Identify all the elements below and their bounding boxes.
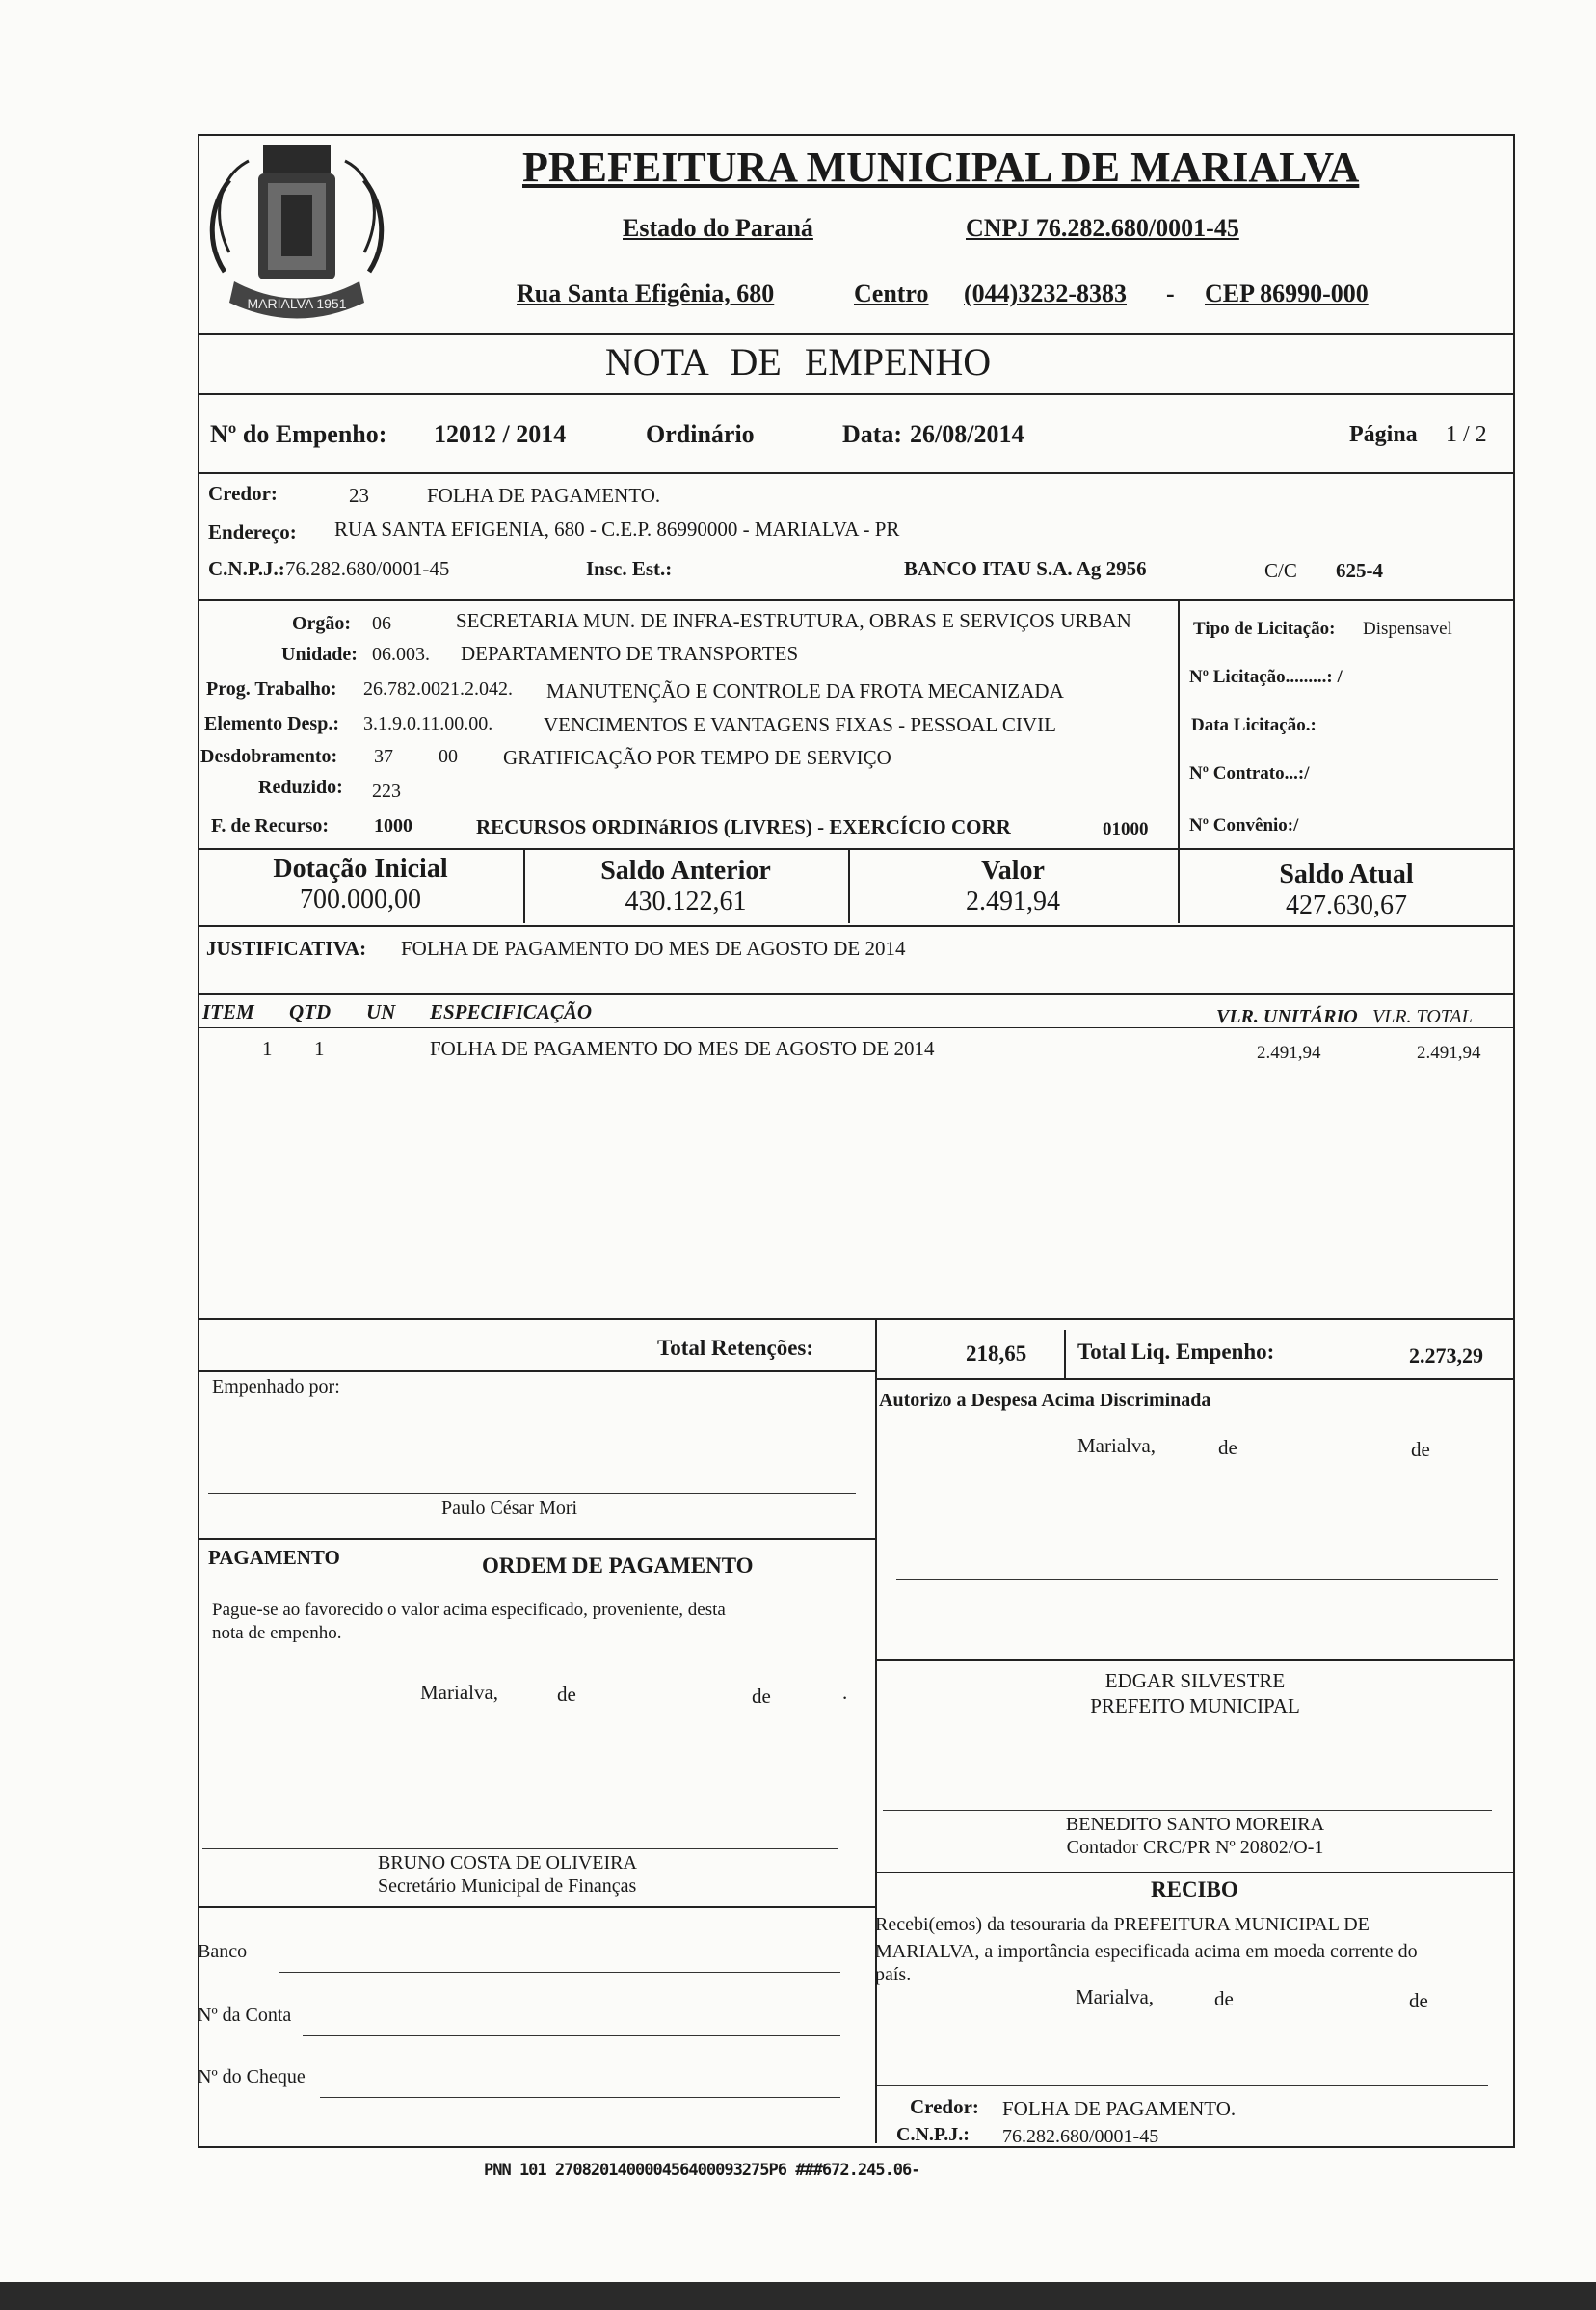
recibo-text-3: país. (875, 1964, 912, 1985)
vertical-divider (1178, 599, 1180, 848)
vertical-divider (875, 1318, 877, 2143)
desdobramento-label: Desdobramento: (200, 746, 338, 767)
recibo-title: RECIBO (1151, 1877, 1238, 1901)
document-title: NOTA DE EMPENHO (604, 340, 992, 384)
orgao-code: 06 (372, 613, 391, 634)
footer-cnpj-label: C.N.P.J.: (896, 2124, 970, 2145)
conta-label: Nº da Conta (198, 2005, 292, 2026)
page-label: Página (1349, 422, 1418, 447)
elemento-code: 3.1.9.0.11.00.00. (363, 713, 493, 734)
justificativa-text: FOLHA DE PAGAMENTO DO MES DE AGOSTO DE 2014 (401, 937, 906, 960)
banco-label: Banco (198, 1941, 248, 1962)
footer-credor-name: FOLHA DE PAGAMENTO. (1002, 2097, 1237, 2120)
divider (198, 1370, 875, 1372)
justificativa-label: JUSTIFICATIVA: (206, 937, 367, 960)
empenho-date-label: Data: (842, 420, 903, 448)
recibo-place: Marialva, (1076, 1985, 1155, 2008)
cc-number: 625-4 (1336, 559, 1383, 582)
pagamento-text-2: nota de empenho. (212, 1623, 342, 1643)
cheque-label: Nº do Cheque (198, 2066, 306, 2087)
unidade-code: 06.003. (372, 644, 430, 665)
divider (198, 848, 1515, 850)
desdobramento-sub: 00 (439, 746, 458, 767)
insc-est-label: Insc. Est.: (586, 557, 673, 580)
signature-line (883, 1810, 1492, 1811)
scan-border (0, 2282, 1596, 2310)
divider (875, 1378, 1515, 1380)
prog-name: MANUTENÇÃO E CONTROLE DA FROTA MECANIZADA (546, 679, 1064, 703)
divider (875, 1872, 1515, 1873)
header-street: Rua Santa Efigênia, 680 (517, 279, 775, 307)
retencoes-label: Total Retenções: (657, 1336, 814, 1360)
elemento-label: Elemento Desp.: (204, 713, 339, 734)
reduzido-value: 223 (372, 781, 401, 802)
item-spec: FOLHA DE PAGAMENTO DO MES DE AGOSTO DE 2014 (430, 1037, 935, 1060)
items-header-qtd: QTD (289, 1000, 332, 1023)
footer-credor-label: Credor: (910, 2095, 979, 2118)
retencoes-value: 218,65 (966, 1341, 1027, 1366)
credor-bank: BANCO ITAU S.A. Ag 2956 (904, 557, 1147, 580)
prog-label: Prog. Trabalho: (206, 678, 337, 700)
cheque-line[interactable] (320, 2097, 840, 2098)
autorizo-title: Autorizo a Despesa Acima Discriminada (879, 1390, 1211, 1411)
prefeito-role: PREFEITO MUNICIPAL (1090, 1694, 1300, 1717)
valor-label: Valor (981, 856, 1045, 886)
credor-label: Credor: (208, 482, 278, 505)
credor-name: FOLHA DE PAGAMENTO. (427, 484, 661, 507)
divider (875, 1659, 1515, 1661)
desdobramento-code: 37 (374, 746, 393, 767)
header-dash: - (1166, 279, 1175, 307)
crest-text: MARIALVA 1951 (247, 296, 347, 311)
recibo-de1: de (1214, 1987, 1234, 2010)
items-header-spec: ESPECIFICAÇÃO (430, 1000, 593, 1023)
pagamento-de2: de (752, 1685, 771, 1708)
state-name: Estado do Paraná (623, 214, 813, 242)
licitacao-number: Nº Licitação.........: / (1189, 667, 1343, 687)
recibo-de2: de (1409, 1989, 1428, 2012)
orgao-name: SECRETARIA MUN. DE INFRA-ESTRUTURA, OBRAS E SERVIÇOS URBAN (456, 609, 1131, 632)
contador-role: Contador CRC/PR Nº 20802/O-1 (1066, 1837, 1324, 1858)
valor-value: 2.491,94 (966, 887, 1060, 916)
recurso-code: 1000 (374, 815, 412, 836)
divider (198, 599, 1515, 601)
liq-empenho-value: 2.273,29 (1409, 1343, 1483, 1367)
pagamento-text-1: Pague-se ao favorecido o valor acima especificado, proveniente, desta (212, 1600, 726, 1620)
convenio-number: Nº Convênio:/ (1189, 815, 1299, 836)
recurso-label: F. de Recurso: (211, 815, 330, 836)
autorizo-place: Marialva, (1077, 1434, 1157, 1457)
items-header-un: UN (366, 1000, 396, 1023)
saldo-anterior-label: Saldo Anterior (600, 856, 771, 886)
desdobramento-name: GRATIFICAÇÃO POR TEMPO DE SERVIÇO (503, 746, 891, 769)
header-cnpj: CNPJ 76.282.680/0001-45 (966, 214, 1239, 242)
signature-line (208, 1493, 856, 1494)
empenho-type: Ordinário (646, 420, 755, 448)
page-number: 1 / 2 (1446, 422, 1487, 447)
empenho-number: 12012 / 2014 (434, 420, 567, 448)
recurso-name: RECURSOS ORDINáRIOS (LIVRES) - EXERCÍCIO CORR (476, 815, 1011, 838)
saldo-anterior-value: 430.122,61 (625, 887, 747, 916)
elemento-name: VENCIMENTOS E VANTAGENS FIXAS - PESSOAL CIVIL (544, 713, 1056, 736)
divider (198, 1906, 875, 1908)
orgao-label: Orgão: (292, 613, 352, 634)
items-header-total: VLR. TOTAL (1372, 1006, 1473, 1027)
authentication-stamp: PNN 101 270820140000456400093275P6 ###672.245.06- (484, 2161, 920, 2180)
reduzido-label: Reduzido: (258, 777, 343, 798)
cc-label: C/C (1264, 559, 1297, 582)
autorizo-de2: de (1411, 1438, 1430, 1461)
empenhado-label: Empenhado por: (212, 1376, 340, 1397)
recurso-sub: 01000 (1103, 819, 1149, 839)
credor-cnpj: 76.282.680/0001-45 (285, 557, 450, 580)
pagamento-de1: de (557, 1683, 576, 1706)
contrato-number: Nº Contrato...:/ (1189, 763, 1310, 783)
empenhado-name: Paulo César Mori (441, 1498, 578, 1519)
item-qty: 1 (314, 1037, 325, 1060)
credor-code: 23 (349, 484, 369, 507)
signature-line (202, 1848, 838, 1849)
licitacao-tipo-label: Tipo de Licitação: (1193, 619, 1336, 639)
prog-code: 26.782.0021.2.042. (363, 678, 513, 700)
municipality-title: PREFEITURA MUNICIPAL DE MARIALVA (522, 144, 1360, 191)
items-header-unit: VLR. UNITÁRIO (1216, 1006, 1358, 1027)
recibo-text-1: Recebi(emos) da tesouraria da PREFEITURA MUNICIPAL DE (875, 1914, 1370, 1935)
unidade-label: Unidade: (281, 644, 358, 665)
dotacao-value: 700.000,00 (300, 885, 421, 915)
unidade-name: DEPARTAMENTO DE TRANSPORTES (461, 642, 799, 665)
items-header-divider (198, 1027, 1515, 1028)
licitacao-tipo-value: Dispensavel (1363, 619, 1452, 639)
banco-line[interactable] (279, 1972, 840, 1973)
saldo-atual-value: 427.630,67 (1286, 890, 1407, 920)
address-label: Endereço: (208, 520, 297, 544)
divider (198, 1538, 875, 1540)
signature-line (896, 1579, 1498, 1580)
items-header-item: ITEM (202, 1000, 254, 1023)
header-phone: (044)3232-8383 (964, 279, 1127, 307)
header-neighborhood: Centro (854, 279, 929, 307)
secretario-role: Secretário Municipal de Finanças (378, 1875, 637, 1897)
signature-line (877, 2085, 1488, 2086)
divider (198, 472, 1515, 474)
empenho-date: 26/08/2014 (910, 420, 1024, 448)
dotacao-label: Dotação Inicial (273, 854, 448, 884)
divider (198, 925, 1515, 927)
autorizo-de1: de (1218, 1436, 1237, 1459)
footer-cnpj-value: 76.282.680/0001-45 (1002, 2126, 1159, 2147)
pagamento-dot: . (842, 1681, 848, 1704)
item-number: 1 (262, 1037, 273, 1060)
credor-address: RUA SANTA EFIGENIA, 680 - C.E.P. 86990000 - MARIALVA - PR (334, 518, 900, 541)
secretario-name: BRUNO COSTA DE OLIVEIRA (378, 1852, 637, 1873)
divider (198, 393, 1515, 395)
municipal-crest-icon (200, 137, 393, 339)
conta-line[interactable] (303, 2035, 840, 2036)
vertical-divider (1064, 1330, 1066, 1378)
liq-empenho-label: Total Liq. Empenho: (1077, 1340, 1275, 1364)
item-total-value: 2.491,94 (1417, 1043, 1481, 1063)
prefeito-name: EDGAR SILVESTRE (1104, 1669, 1286, 1692)
pagamento-place: Marialva, (420, 1681, 499, 1704)
divider (198, 1318, 1515, 1320)
item-unit-value: 2.491,94 (1257, 1043, 1321, 1063)
saldo-atual-label: Saldo Atual (1279, 860, 1414, 889)
licitacao-date: Data Licitação.: (1191, 715, 1317, 735)
recibo-text-2: MARIALVA, a importância especificada acima em moeda corrente do (875, 1941, 1418, 1962)
divider (198, 333, 1515, 335)
credor-cnpj-label: C.N.P.J.: (208, 557, 285, 580)
header-cep: CEP 86990-000 (1205, 279, 1369, 307)
ordem-pagamento-title: ORDEM DE PAGAMENTO (482, 1553, 754, 1578)
pagamento-label: PAGAMENTO (208, 1546, 340, 1569)
divider (198, 993, 1515, 995)
empenho-number-label: Nº do Empenho: (210, 420, 387, 448)
contador-name: BENEDITO SANTO MOREIRA (1065, 1814, 1325, 1835)
